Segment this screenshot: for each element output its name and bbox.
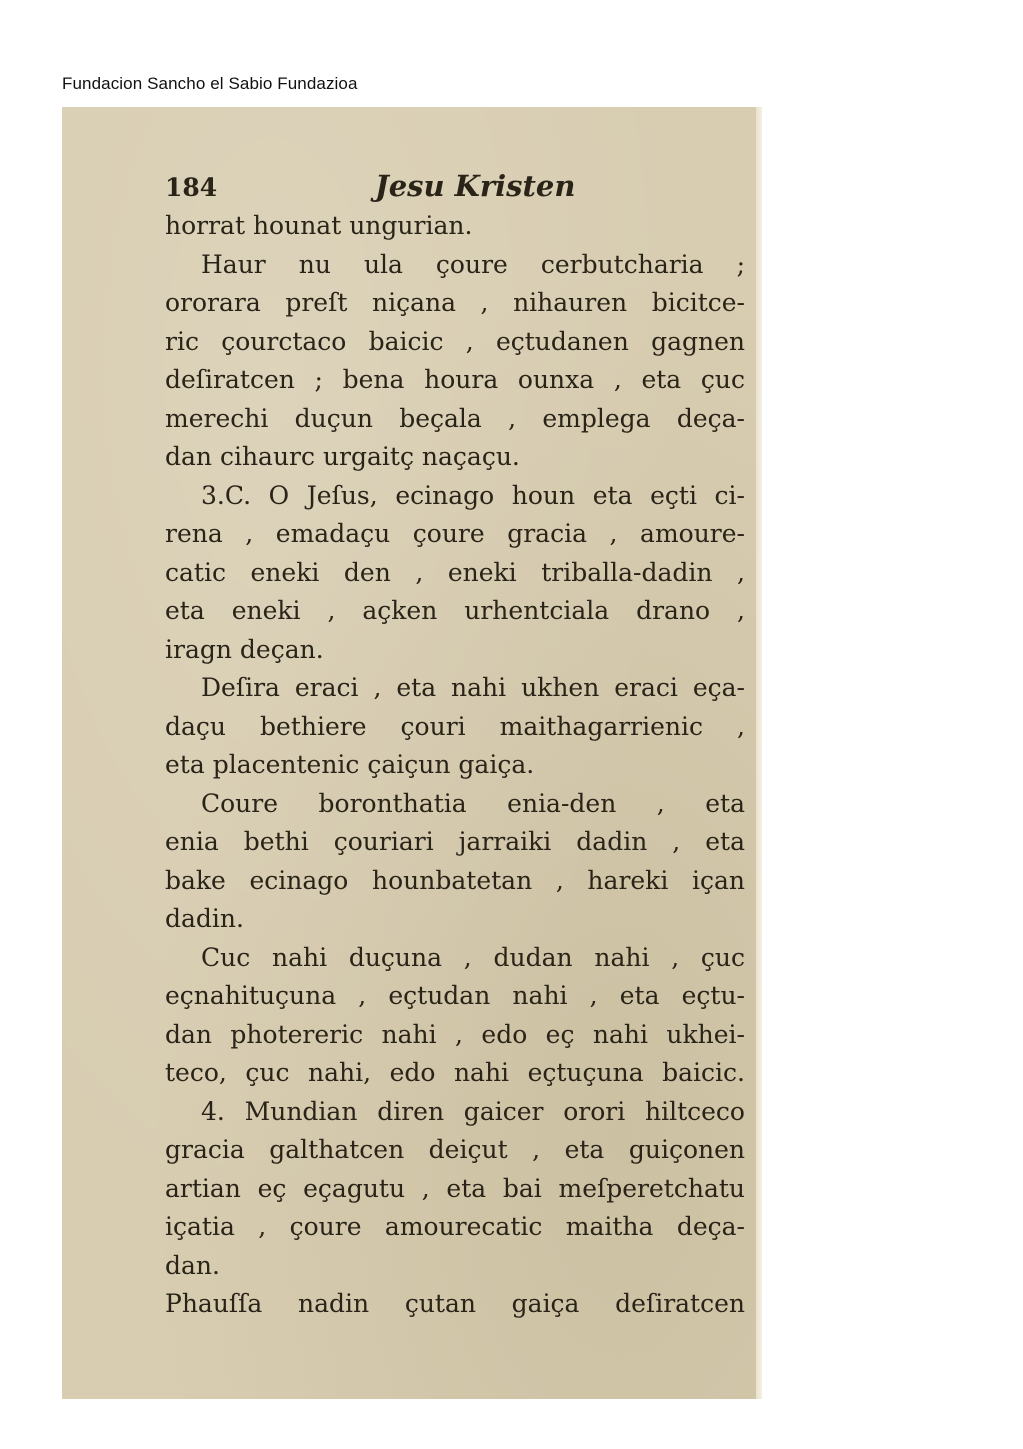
text-line: iragn deçan.: [165, 634, 324, 664]
text-line: Phauſſa nadin çutan gaiça deſiratcen: [165, 1289, 745, 1318]
text-line: dadin.: [165, 904, 244, 933]
text-line: ororara preſt niçana , nihauren bicitce-: [165, 288, 745, 317]
text-line: Deſira eraci , eta nahi ukhen eraci eça-: [201, 673, 745, 702]
text-line: dan.: [165, 1250, 220, 1280]
running-title: Jesu Kristen: [375, 169, 576, 203]
text-line: dan photereric nahi , edo eç nahi ukhei-: [165, 1019, 745, 1049]
page-number: 184: [165, 173, 218, 202]
text-line: bake ecinago hounbatetan , hareki içan: [165, 865, 745, 895]
text-line: 3.C. O Jeſus, ecinago houn eta eçti ci-: [201, 480, 745, 510]
text-line: daçu bethiere çouri maithagarrienic ,: [165, 711, 745, 741]
text-line: Cuc nahi duçuna , dudan nahi , çuc: [201, 942, 745, 972]
text-line: içatia , çoure amourecatic maitha deça-: [165, 1212, 745, 1241]
source-header: Fundacion Sancho el Sabio Fundazioa: [62, 74, 358, 93]
text-line: enia bethi çouriari jarraiki dadin , eta: [165, 827, 745, 856]
text-line: gracia galthatcen deiçut , eta guiçonen: [165, 1135, 745, 1164]
text-line: eta placentenic çaiçun gaiça.: [165, 750, 535, 779]
text-line: rena , emadaçu çoure gracia , amoure-: [165, 519, 745, 548]
text-line: merechi duçun beçala , emplega deça-: [165, 403, 745, 433]
page-edge: [756, 107, 762, 1399]
text-line: deſiratcen ; bena houra ounxa , eta çuc: [165, 365, 745, 394]
text-lines: [165, 207, 745, 1324]
text-line: Haur nu ula çoure cerbutcharia ;: [201, 249, 745, 279]
running-head: [165, 167, 745, 207]
text-line: eçnahituçuna , eçtudan nahi , eta eçtu-: [165, 981, 745, 1010]
text-line: dan cihaurc urgaitç naçaçu.: [165, 442, 520, 471]
text-line: eta eneki , açken urhentciala drano ,: [165, 596, 745, 625]
page-text: [165, 167, 745, 1324]
text-line: ric çourctaco baicic , eçtudanen gagnen: [165, 326, 745, 356]
text-line: 4. Mundian diren gaicer orori hiltceco: [201, 1096, 745, 1126]
text-line: artian eç eçagutu , eta bai meſperetchatu: [165, 1173, 745, 1203]
text-line: teco, çuc nahi, edo nahi eçtuçuna baicic.: [165, 1058, 745, 1087]
scanned-page: [62, 107, 762, 1399]
text-line: catic eneki den , eneki triballa-dadin ,: [165, 557, 745, 587]
text-line: Coure boronthatia enia-den , eta: [201, 788, 745, 818]
text-line: horrat hounat ungurian.: [165, 211, 473, 240]
